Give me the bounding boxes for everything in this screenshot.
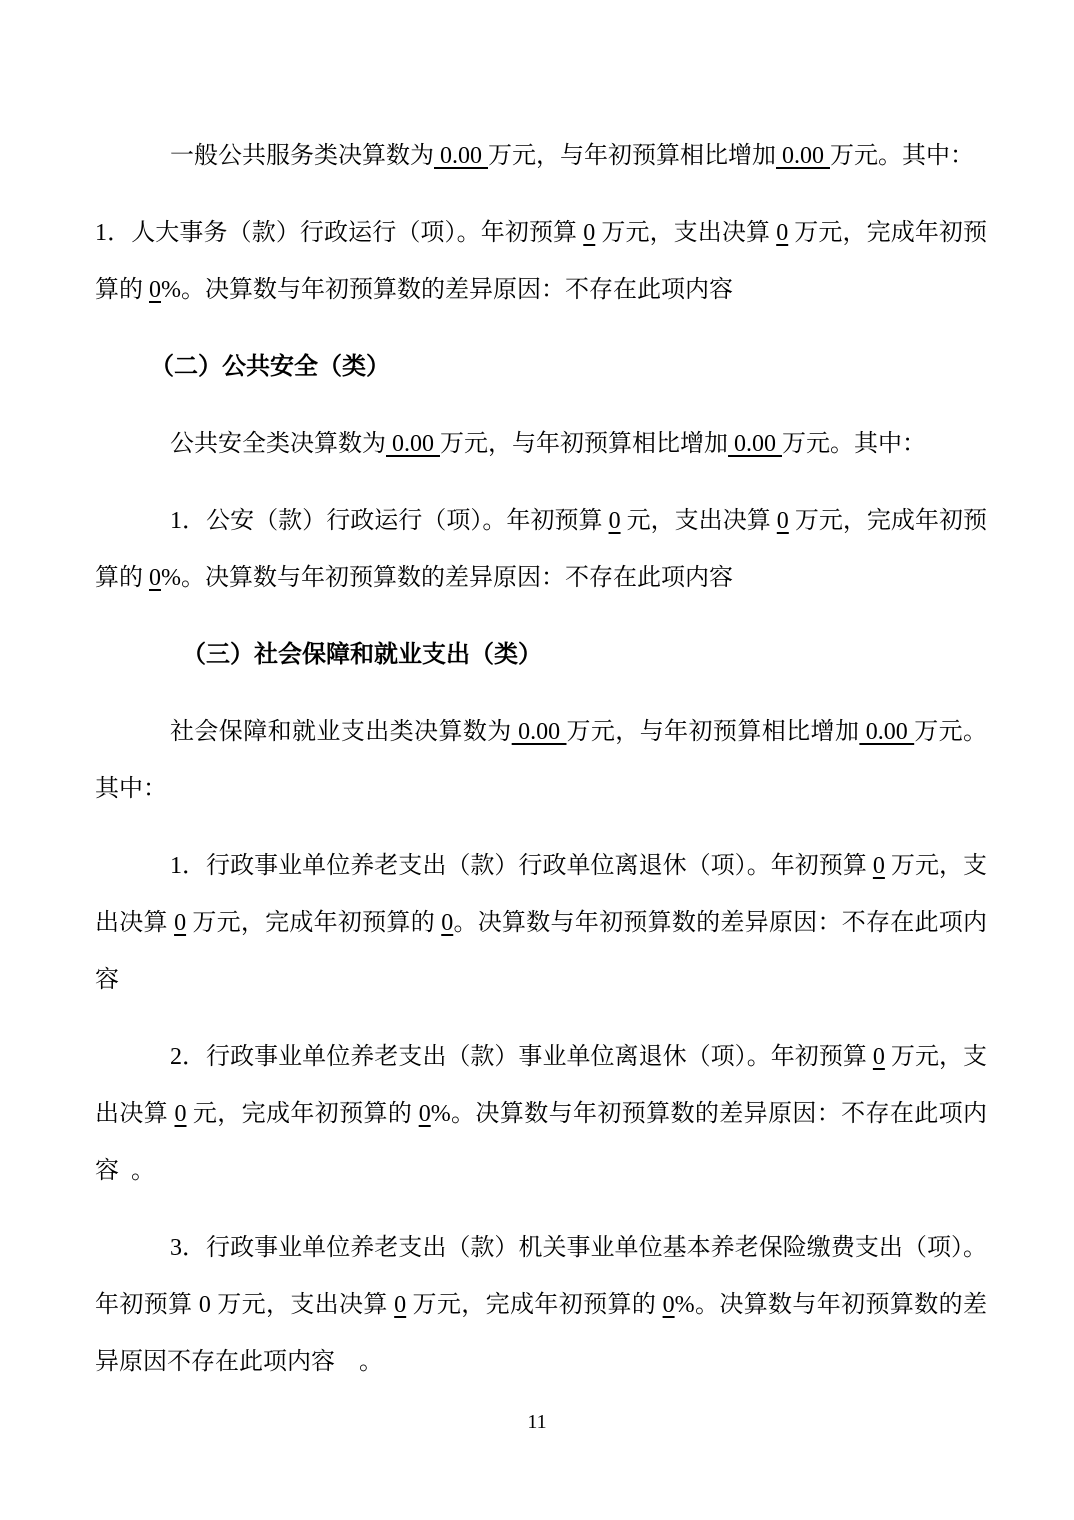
text-run: 万元，完成年初预算的 bbox=[406, 1292, 663, 1318]
text-run: 1．公安（款）行政运行（项）。年初预算 bbox=[170, 508, 609, 534]
para-item-1-public-security bbox=[95, 493, 987, 607]
text-run: 1．行政事业单位养老支出（款）行政单位离退休（项）。年初预算 bbox=[170, 853, 873, 879]
heading-section-3-social-security-employment bbox=[95, 627, 987, 684]
text-run: （二）公共安全（类） bbox=[150, 354, 390, 380]
underlined-value: 0.00 bbox=[434, 143, 488, 169]
text-run: %。决算数与年初预算数的差异原因：不存在此项内容 bbox=[161, 277, 733, 303]
para-social-security-summary bbox=[95, 704, 987, 818]
underlined-value: 0 bbox=[174, 910, 187, 936]
text-run: %。决算数与年初预算数的差异原因不存在此项内容 。 bbox=[95, 1292, 988, 1375]
underlined-value: 0 bbox=[872, 1044, 885, 1070]
underlined-value: 0.00 bbox=[859, 719, 915, 745]
underlined-value: 0.00 bbox=[776, 143, 830, 169]
text-run: 2．行政事业单位养老支出（款）事业单位离退休（项）。年初预算 bbox=[170, 1044, 873, 1070]
text-run: 万元，与年初预算相比增加 bbox=[566, 719, 860, 745]
para-item-1-people-congress-affairs bbox=[95, 205, 987, 319]
text-run: 万元，完成年初预算的 bbox=[95, 220, 988, 303]
underlined-value: 0.00 bbox=[728, 431, 782, 457]
underlined-value: 0.00 bbox=[511, 719, 567, 745]
text-run: 元，支出决算 bbox=[620, 508, 777, 534]
text-run: 万元。其中： bbox=[782, 431, 926, 457]
underlined-value: 0 bbox=[872, 853, 885, 879]
underlined-value: 0 bbox=[776, 508, 789, 534]
underlined-value: 0 bbox=[662, 1292, 675, 1318]
underlined-value: 0 bbox=[441, 910, 454, 936]
underlined-value: 0 bbox=[149, 565, 161, 591]
text-run: %。决算数与年初预算数的差异原因：不存在此项内容 。 bbox=[95, 1101, 988, 1184]
text-run: 万元，支出决算 bbox=[95, 1044, 988, 1127]
text-run: 万元，支出决算 bbox=[595, 220, 777, 246]
underlined-value: 0.00 bbox=[386, 431, 440, 457]
underlined-value: 0 bbox=[776, 220, 789, 246]
text-run: 万元，与年初预算相比增加 bbox=[488, 143, 776, 169]
text-run: 万元，完成年初预算的 bbox=[95, 508, 988, 591]
heading-section-2-public-security bbox=[95, 339, 987, 396]
underlined-value: 0 bbox=[149, 277, 161, 303]
underlined-value: 0 bbox=[608, 508, 621, 534]
underlined-value: 0 bbox=[174, 1101, 187, 1127]
text-run: 3．行政事业单位养老支出（款）机关事业单位基本养老保险缴费支出（项）。年初预算 0 万元，支出决算 bbox=[95, 1235, 987, 1318]
text-run: （三）社会保障和就业支出（类） bbox=[182, 642, 542, 668]
para-item-3-pension-basic-insurance bbox=[95, 1220, 987, 1391]
text-run: 元，完成年初预算的 bbox=[186, 1101, 419, 1127]
text-run: 1．人大事务（款）行政运行（项）。年初预算 bbox=[95, 220, 584, 246]
page-number: 11 bbox=[527, 1411, 547, 1433]
text-run: 万元，与年初预算相比增加 bbox=[440, 431, 728, 457]
text-run: 。决算数与年初预算数的差异原因：不存在此项内容 bbox=[95, 910, 988, 993]
text-run: 万元。其中： bbox=[830, 143, 974, 169]
underlined-value: 0 bbox=[583, 220, 596, 246]
text-run: %。决算数与年初预算数的差异原因：不存在此项内容 bbox=[161, 565, 733, 591]
para-item-1-pension-admin-retirees bbox=[95, 838, 987, 1009]
page-footer bbox=[0, 1408, 1074, 1436]
para-public-security-summary bbox=[95, 416, 987, 473]
text-run: 一般公共服务类决算数为 bbox=[170, 143, 434, 169]
para-general-public-service-summary bbox=[95, 128, 987, 185]
text-run: 公共安全类决算数为 bbox=[170, 431, 386, 457]
text-run: 万元，支出决算 bbox=[95, 853, 988, 936]
underlined-value: 0 bbox=[418, 1101, 431, 1127]
text-run: 社会保障和就业支出类决算数为 bbox=[170, 719, 512, 745]
underlined-value: 0 bbox=[394, 1292, 407, 1318]
text-run: 万元，完成年初预算的 bbox=[186, 910, 442, 936]
text-run: 万元。其中： bbox=[95, 719, 987, 802]
para-item-2-pension-institution-retirees bbox=[95, 1029, 987, 1200]
